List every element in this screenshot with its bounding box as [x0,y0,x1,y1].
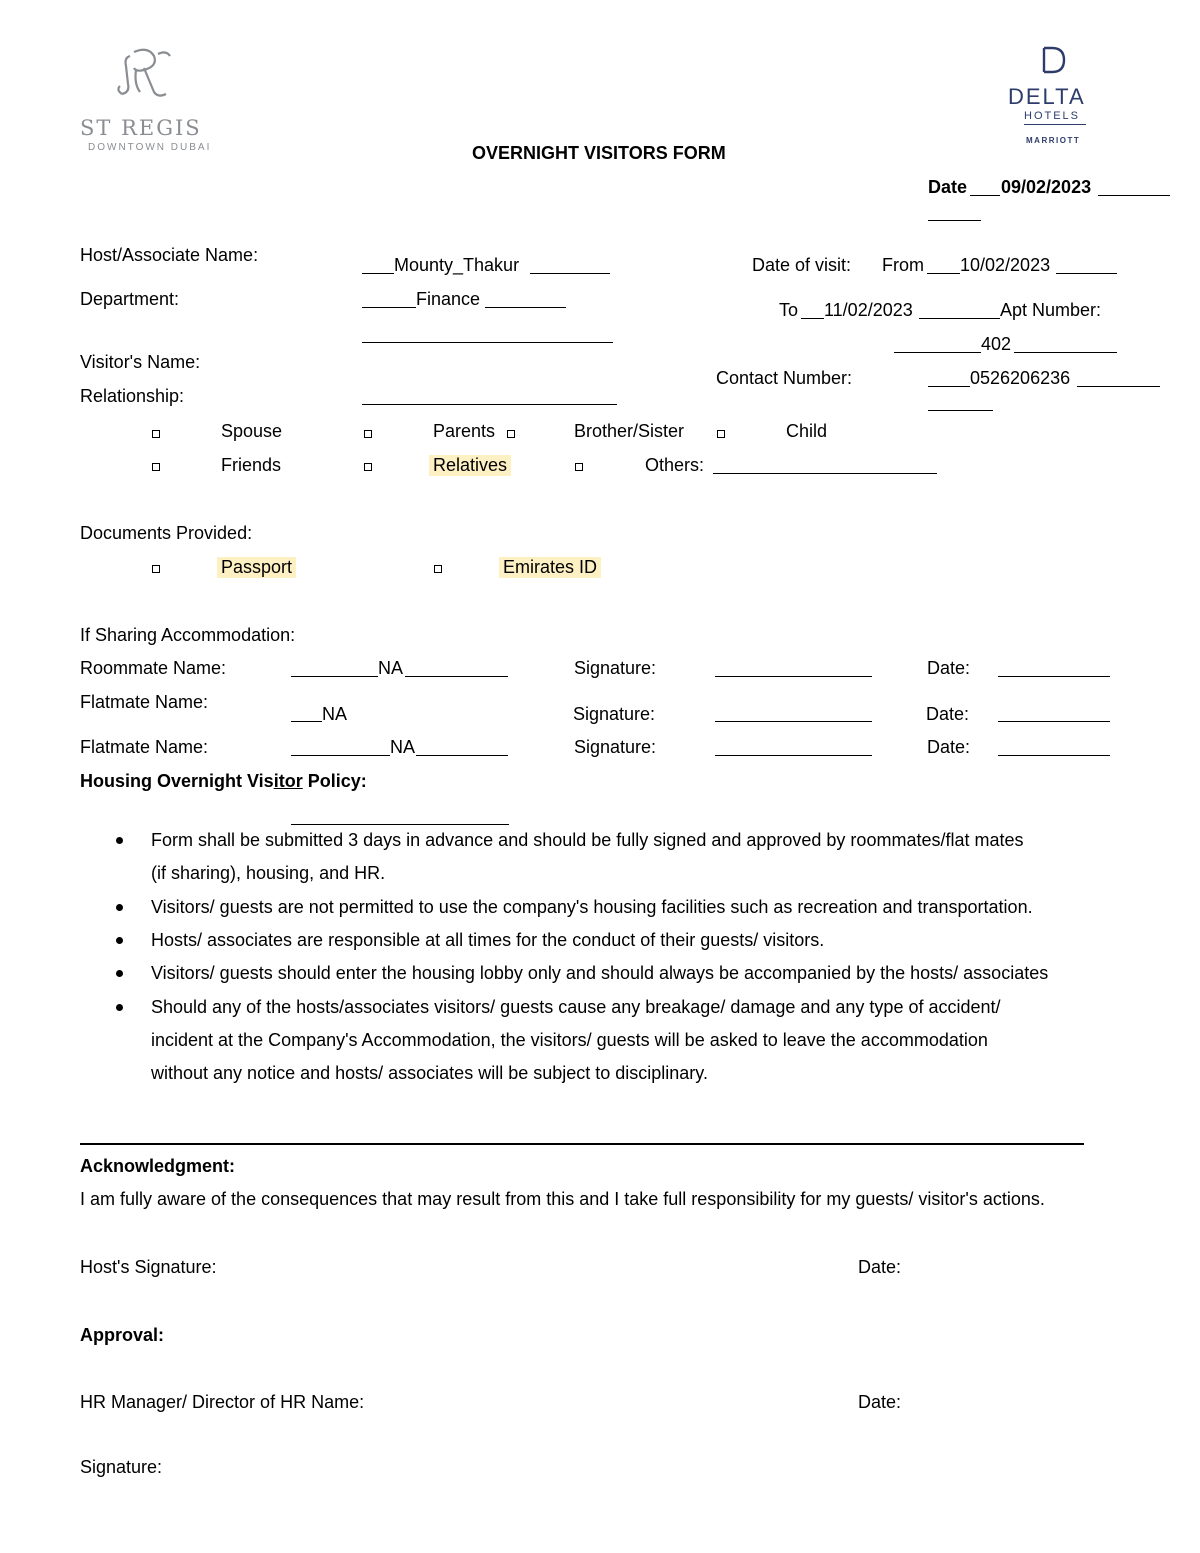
policy-bullet [116,970,123,977]
roommate-signature-line[interactable] [715,676,872,677]
roommate-date-label: Date: [927,658,971,678]
hr-date-label: Date: [858,1392,902,1412]
flatmate1-date-line[interactable] [998,721,1110,722]
host-label: Host/Associate Name: [80,245,259,265]
policy-bullet-text: (if sharing), housing, and HR. [151,863,386,883]
host-value[interactable]: Mounty_Thakur [394,255,520,275]
delta-logo-hotels: HOTELS [1024,110,1081,122]
policy-bullet [116,837,123,844]
contact-number-value[interactable]: 0526206236 [970,368,1071,388]
policy-bullet [116,904,123,911]
roommate-name-value[interactable]: NA [378,658,404,678]
child-option-label: Child [786,421,828,441]
host-signature-label: Host's Signature: [80,1257,217,1277]
acknowledgment-text: I am fully aware of the consequences that may result from this and I take full responsibility for my guests/ visitor's actions. [80,1189,1045,1209]
flatmate1-signature-line[interactable] [715,721,872,722]
visitor-name-line[interactable] [362,342,613,343]
date-label: Date [928,177,968,197]
acknowledgment-title: Acknowledgment: [80,1156,236,1176]
policy-bullet-text: incident at the Company's Accommodation, the visitors/ guests will be asked to leave the accommodation [151,1030,988,1050]
flatmate2-signature-label: Signature: [574,737,657,757]
policy-bullet [116,937,123,944]
policy-title-part2: itor [273,771,303,791]
policy-title-part1: Housing Overnight Vis [80,771,274,791]
relationship-line[interactable] [362,404,617,405]
relatives-checkbox[interactable] [364,463,372,471]
visit-from-label: From [882,255,924,275]
child-checkbox[interactable] [717,430,725,438]
department-value[interactable]: Finance [416,289,481,309]
spouse-option-label: Spouse [221,421,283,441]
st-regis-logo [78,44,218,156]
friends-option-label: Friends [221,455,282,475]
st-regis-logo-subtext: DOWNTOWN DUBAI [88,142,212,153]
visit-date-label: Date of visit: [752,255,852,275]
flatmate1-name-value[interactable]: NA [322,704,348,724]
hr-signature-label: Signature: [80,1457,163,1477]
delta-logo-divider [1024,124,1086,125]
visit-from-value[interactable]: 10/02/2023 [960,255,1051,275]
others-checkbox[interactable] [575,463,583,471]
brother-sister-checkbox[interactable] [507,430,515,438]
visit-to-value[interactable]: 11/02/2023 [824,300,913,320]
policy-title-part3: Policy: [302,771,367,791]
flatmate2-date-label: Date: [927,737,971,757]
friends-checkbox[interactable] [152,463,160,471]
flatmate2-signature-line[interactable] [715,755,872,756]
policy-bullet-text: Hosts/ associates are responsible at all times for the conduct of their guests/ visitors. [151,930,825,950]
policy-bullet-text: Visitors/ guests are not permitted to use the company's housing facilities such as recreation and transportation. [151,897,1033,917]
policy-bullet-text: Form shall be submitted 3 days in advance and should be fully signed and approved by roommates/flat mates [151,830,1024,850]
policy-bullet-text: Visitors/ guests should enter the housing lobby only and should always be accompanied by the hosts/ associates [151,963,1049,983]
date-value[interactable]: 09/02/2023 [1001,177,1092,197]
others-option-label: Others: [645,455,705,475]
flatmate2-name-value[interactable]: NA [390,737,416,757]
brother-sister-option-label: Brother/Sister [574,421,685,441]
st-regis-logo-text: ST REGIS [80,116,202,140]
delta-logo-text: DELTA [1008,84,1086,109]
passport-checkbox[interactable] [152,565,160,573]
relatives-option-label: Relatives [429,455,511,476]
spouse-checkbox[interactable] [152,430,160,438]
policy-bullet [116,1004,123,1011]
flatmate1-name-label: Flatmate Name: [80,692,209,712]
section-divider [80,1143,1084,1145]
flatmate2-name-label: Flatmate Name: [80,737,209,757]
others-line[interactable] [713,473,937,474]
policy-bullet-text: Should any of the hosts/associates visitors/ guests cause any breakage/ damage and any type of accident/ [151,997,1001,1017]
passport-option-label: Passport [217,557,296,578]
approval-title: Approval: [80,1325,165,1345]
delta-hotels-logo [1010,44,1100,149]
sharing-label: If Sharing Accommodation: [80,625,296,645]
apt-number-value[interactable]: 402 [981,334,1012,354]
hr-name-label: HR Manager/ Director of HR Name: [80,1392,365,1412]
parents-option-label: Parents [433,421,496,441]
documents-label: Documents Provided: [80,523,253,543]
visitor-name-label: Visitor's Name: [80,352,201,372]
flatmate1-signature-label: Signature: [573,704,656,724]
flatmate2-date-line[interactable] [998,755,1110,756]
delta-logo-marriott: MARRIOTT [1026,136,1081,145]
parents-checkbox[interactable] [364,430,372,438]
contact-number-label: Contact Number: [716,368,853,388]
department-label: Department: [80,289,180,309]
policy-bullet-text: without any notice and hosts/ associates will be subject to disciplinary. [151,1063,708,1083]
roommate-date-line[interactable] [998,676,1110,677]
roommate-signature-label: Signature: [574,658,657,678]
relationship-label: Relationship: [80,386,185,406]
apt-number-label: Apt Number: [1000,300,1102,320]
flatmate1-date-label: Date: [926,704,970,724]
emirates-id-checkbox[interactable] [434,565,442,573]
emirates-id-option-label: Emirates ID [499,557,601,578]
host-signature-date-label: Date: [858,1257,902,1277]
visit-to-label: To [779,300,799,320]
form-title: OVERNIGHT VISITORS FORM [472,143,726,163]
roommate-name-label: Roommate Name: [80,658,227,678]
policy-title [80,771,367,792]
